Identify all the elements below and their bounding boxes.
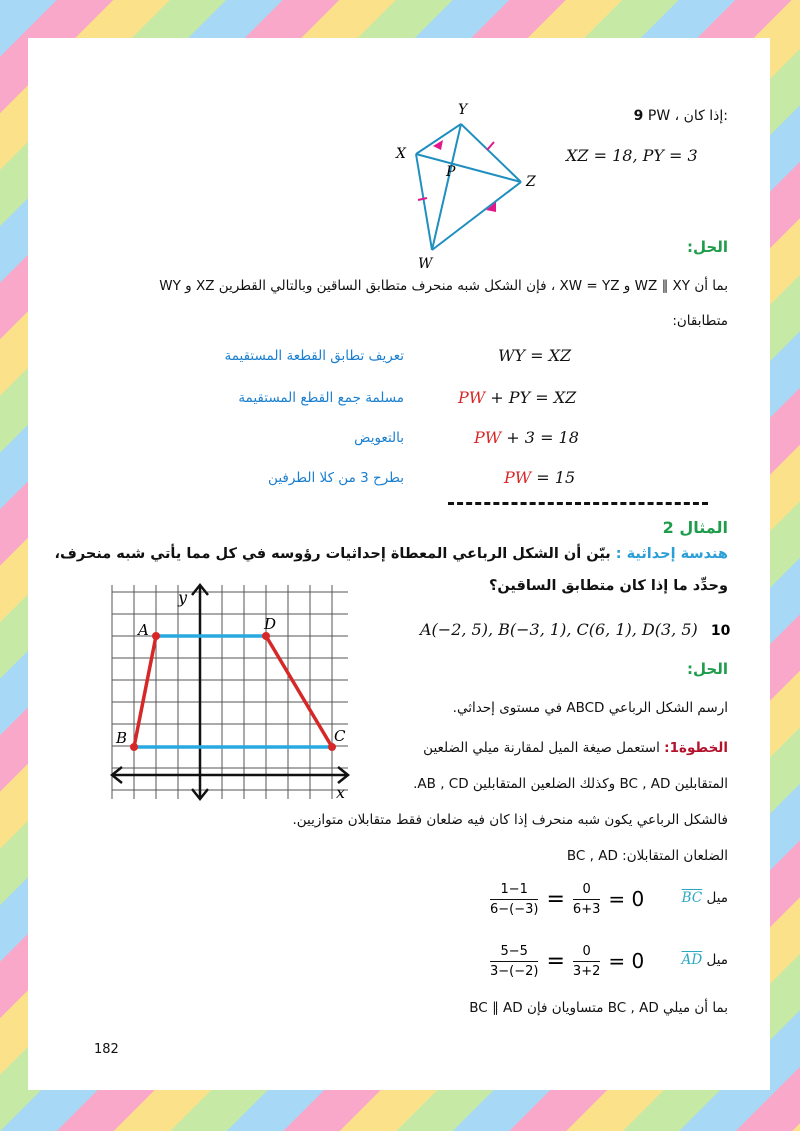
step1-line2: المتقابلين BC , AD وكذلك الضلعين المتقابلين AB , CD.	[413, 776, 728, 792]
slope-ad-seg: AD	[681, 952, 703, 968]
point-a-label: A	[138, 621, 149, 639]
problem10-points: A(−2, 5), B(−3, 1), C(6, 1), D(3, 5)	[420, 620, 698, 639]
axis-y-label: y	[178, 588, 188, 607]
label-z: Z	[526, 174, 536, 190]
axis-x-label: x	[336, 783, 346, 802]
example-title: المثال 2	[662, 518, 728, 537]
example-text1	[28, 546, 728, 562]
solution1-line2: متطابقان:	[672, 313, 728, 329]
step-reason-3: بالتعويض	[354, 430, 404, 446]
example-subtitle: هندسة إحداثية :	[615, 546, 728, 562]
bc-den2: 6+3	[572, 901, 601, 917]
slope-ad-word: ميل	[706, 952, 728, 968]
problem10-number: 10	[710, 623, 731, 639]
section-divider	[448, 502, 708, 505]
slope-bc-seg: BC	[681, 890, 703, 906]
step-math-4: PW = 15	[504, 468, 576, 487]
label-y: Y	[458, 102, 468, 118]
point-d-label: D	[264, 615, 277, 633]
trapezoid-rule: فالشكل الرباعي يكون شبه منحرف إذا كان فيه ضلعان فقط متقابلان متوازيين.	[292, 812, 728, 828]
label-p: P	[446, 164, 456, 180]
step1-line	[388, 740, 728, 756]
ad-num2: 0	[573, 944, 600, 962]
problem-number: 9	[633, 108, 644, 124]
ad-num1: 5−5	[490, 944, 538, 962]
slope-bc-label	[682, 890, 728, 906]
slope-ad-label	[682, 952, 728, 968]
point-c-label: C	[334, 727, 346, 745]
step1-text: استعمل صيغة الميل لمقارنة ميلي الضلعين	[423, 740, 660, 756]
slope-bc-word: ميل	[706, 890, 728, 906]
ad-den2: 3+2	[572, 963, 601, 979]
step-math-1: WY = XZ	[498, 346, 572, 365]
slope-bc-expression: $\frac{1-1}{6-(-3)}$ = $\frac{0}{6+3}$ = 0	[490, 881, 645, 917]
bc-den1: 6−(−3)	[490, 901, 539, 917]
page-number: 182	[94, 1042, 119, 1057]
step-reason-4: بطرح 3 من كلا الطرفين	[268, 470, 404, 486]
bc-num2: 0	[573, 882, 600, 900]
conclusion: بما أن ميلي BC , AD متساويان فإن BC ∥ AD	[469, 1000, 728, 1016]
slope-ad-expression: $\frac{5-5}{3-(-2)}$ = $\frac{0}{3+2}$ = 0	[490, 943, 645, 979]
label-w: W	[418, 256, 433, 270]
kite-figure	[388, 100, 578, 270]
page	[28, 38, 770, 1090]
step1-label: الخطوة1:	[664, 740, 728, 756]
point-b-label: B	[116, 729, 128, 747]
step-reason-2: مسلمة جمع القطع المستقيمة	[238, 390, 404, 406]
label-x: X	[396, 146, 406, 162]
step-math-3: PW + 3 = 18	[474, 428, 579, 447]
bc-result: = 0	[608, 887, 645, 911]
step-reason-1: تعريف تطابق القطعة المستقيمة	[224, 348, 404, 364]
example-text1-body: بيّن أن الشكل الرباعي المعطاة إحداثيات رؤوسه في كل مما يأتي شبه منحرف،	[54, 546, 611, 562]
solution-heading: الحل:	[687, 238, 728, 256]
problem10	[420, 620, 730, 639]
solution2-heading: الحل:	[687, 660, 728, 678]
coordinate-grid	[108, 583, 352, 805]
step-math-2: PW + PY = XZ	[458, 388, 577, 407]
problem9-given: XZ = 18, PY = 3	[566, 146, 698, 165]
opposite-sides: الضلعان المتقابلان: BC , AD	[566, 848, 728, 864]
problem9-prompt	[488, 108, 728, 124]
ad-den1: 3−(−2)	[490, 963, 539, 979]
solution1-line1: بما أن WZ ∥ XY و XW = YZ ، فإن الشكل شبه منحرف متطابق الساقين وبالتالي القطرين XZ و WY	[159, 278, 728, 294]
solution2-draw: ارسم الشكل الرباعي ABCD في مستوى إحداثي.	[452, 700, 728, 716]
ad-result: = 0	[608, 949, 645, 973]
bc-num1: 1−1	[490, 882, 538, 900]
problem9-text: PW ، إذا كان:	[647, 108, 728, 124]
example-text2: وحدِّد ما إذا كان متطابق الساقين؟	[488, 578, 728, 594]
